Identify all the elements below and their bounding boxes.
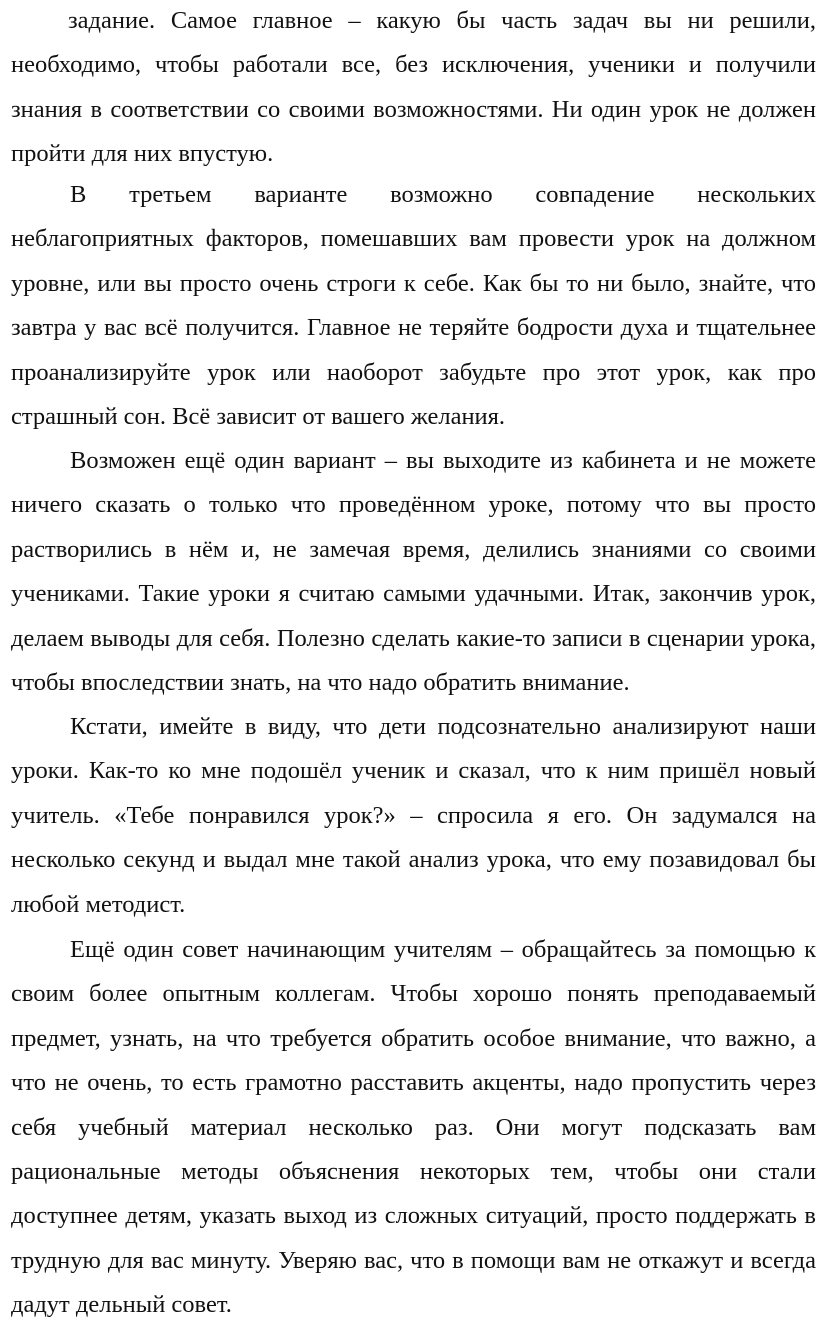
paragraph-advice-colleagues: Ещё один совет начинающим учителям – обращайтесь за помощью к своим более опытным коллегам. Чтобы хорошо понять преподаваемый предмет, узнать, на что требуется обратить особое внимание, что важно, а что не очень, то есть грамотно расставить акценты, надо пропустить через себя учебный материал несколько раз. Они могут подсказать вам рациональные методы объяснения некоторых тем, чтобы они стали доступнее детям, указать выход из сложных ситуаций, просто поддержать в трудную для вас минуту. Уверяю вас, что в помощи вам не откажут и всегда дадут дельный совет. (11, 936, 816, 1319)
paragraph-continued-task: задание. Самое главное – какую бы часть задач вы ни решили, необходимо, чтобы работали все, без исключения, ученики и получили знания в соответствии со своими возможностями. Ни один урок не должен пройти для них впустую. (11, 7, 816, 168)
paragraph-third-variant: В третьем варианте возможно совпадение нескольких неблагоприятных факторов, помешавших вам провести урок на должном уровне, или вы просто очень строги к себе. Как бы то ни было, знайте, что завтра у вас всё получится. Главное не теряйте бодрости духа и тщательнее проанализируйте урок или наоборот забудьте про этот урок, как про страшный сон. Всё зависит от вашего желания. (11, 181, 816, 431)
paragraph-another-variant: Возможен ещё один вариант – вы выходите из кабинета и не можете ничего сказать о только что проведённом уроке, потому что вы просто растворились в нём и, не замечая время, делились знаниями со своими учениками. Такие уроки я считаю самыми удачными. Итак, закончив урок, делаем выводы для себя. Полезно сделать какие-то записи в сценарии урока, чтобы впоследствии знать, на что надо обратить внимание. (11, 447, 816, 697)
paragraph-children-analyze: Кстати, имейте в виду, что дети подсознательно анализируют наши уроки. Как-то ко мне подошёл ученик и сказал, что к ним пришёл новый учитель. «Тебе понравился урок?» – спросила я его. Он задумался на несколько секунд и выдал мне такой анализ урока, что ему позавидовал бы любой методист. (11, 713, 816, 918)
